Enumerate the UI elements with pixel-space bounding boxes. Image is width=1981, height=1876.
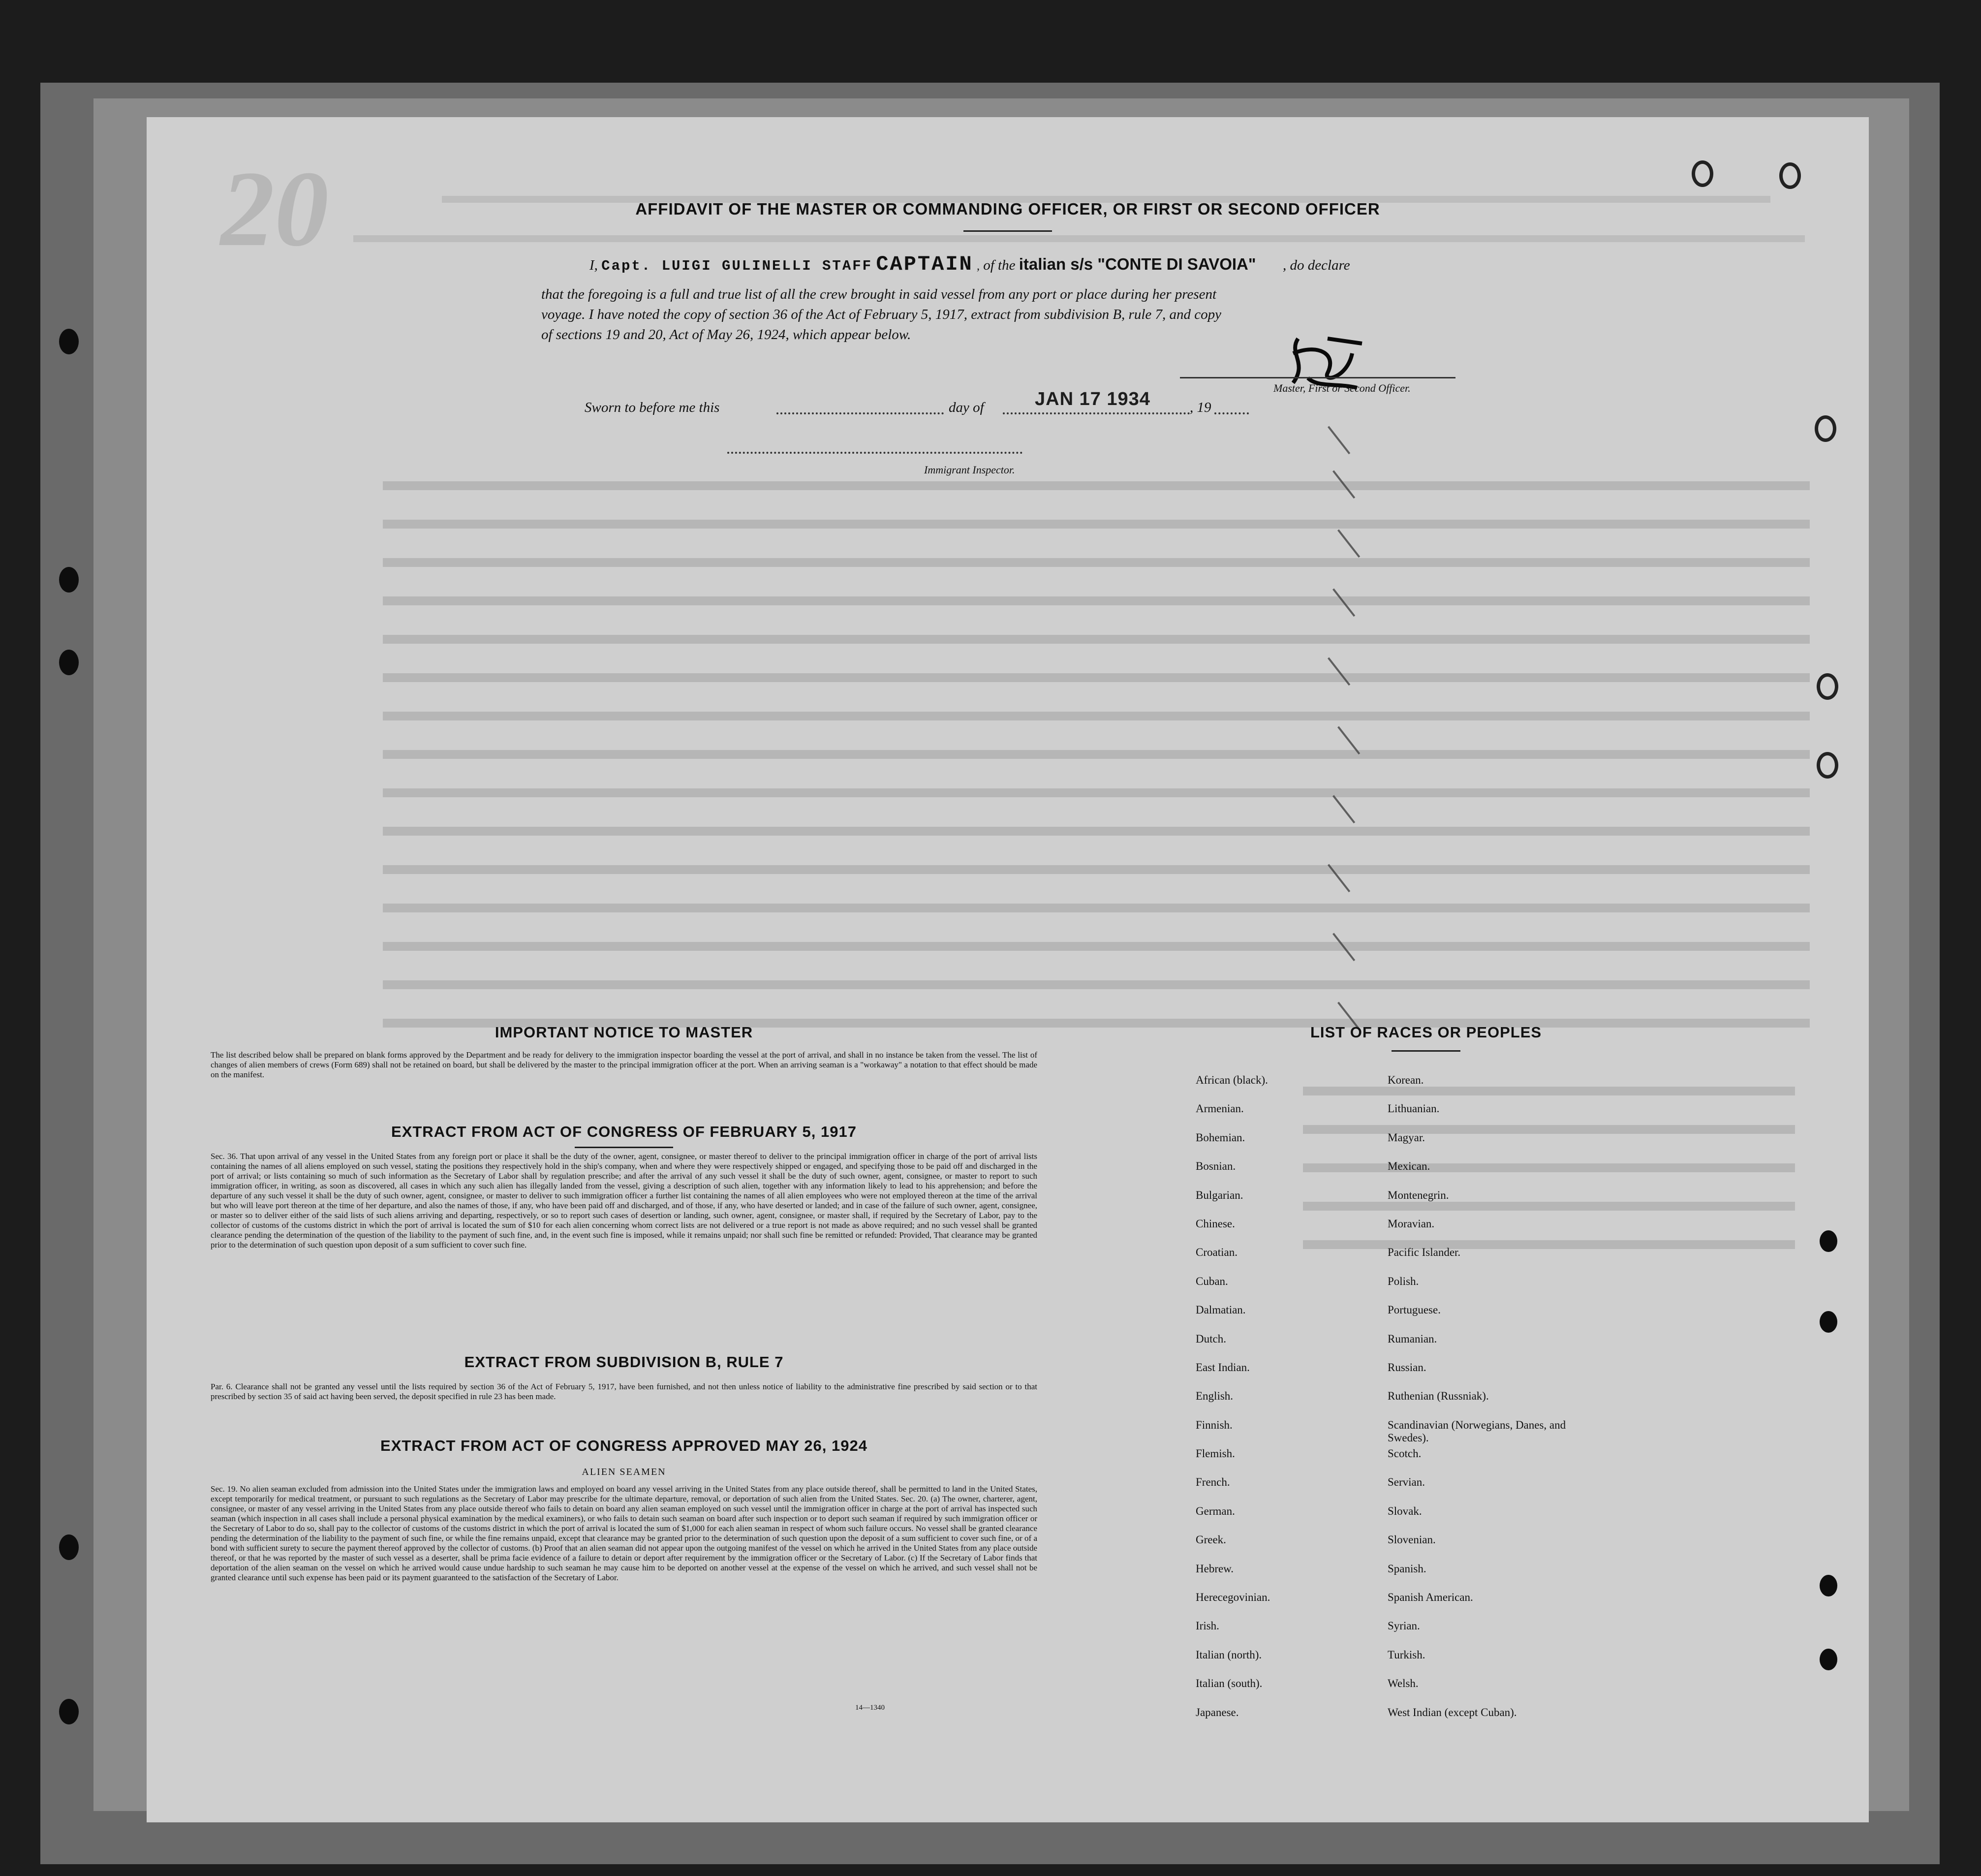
extract-1924-text: Sec. 19. No alien seaman excluded from admission into the United States under the immigration laws and employed on board any vessel arriving in the United States from any place outside thereof, shall be permitted to land in the United States, except temporarily for medical treatment, or pursuant to such regulations as the Secretary of Labor may prescribe for the ultimate departure, removal, or deportation of such alien from the United States. Sec. 20. (a) The owner, charterer, agent, consignee, or master of any vessel arriving in the United States from any place outside thereof who fails to detain on board any alien seaman employed on such vessel until the immigration officer in charge at the port of arrival has inspected such seaman (which inspection in all cases shall include a personal physical examination by the medical examiners), or who fails to detain such seaman on board after such inspection or to deport such seaman if required by such immigration officer or the Secretary of Labor to do so, shall pay to the collector of customs of the customs district in which the port of arrival is located the sum of $1,000 for each alien seaman in respect of whom such failure occurs. No vessel shall be granted clearance pending the determination of the liability to the payment of such fine, or while the fine remains unpaid, except that clearance may be granted prior to the determination of such question upon the deposit of a sum sufficient to cover such fine, or of a bond with sufficient surety to secure the payment thereof approved by the collector of customs. (b) Proof that an alien seaman did not appear upon the outgoing manifest of the vessel on which he arrived in the United States from any place outside thereof, or that he was reported by the master of such vessel as a deserter, shall be prima facie evidence of a failure to detain or deport after requirement by the immigration officer or the Secretary of Labor. (c) If the Secretary of Labor finds that deportation of the alien seaman on the vessel on which he arrived would cause undue hardship to such seaman he may cause him to be deported on another vessel at the expense of the vessel on which he arrived, and such vessel shall not be granted clearance until such expense has been paid or its payment guaranteed to the satisfaction of the Secretary of Labor.	[211, 1484, 1037, 1582]
races-left-column	[1196, 1074, 1383, 1735]
race-item: Russian.	[1388, 1361, 1426, 1374]
inspector-line	[727, 452, 1022, 454]
race-item: Magyar.	[1388, 1131, 1425, 1144]
sworn-label: Sworn to before me this	[585, 400, 720, 415]
race-item: French.	[1196, 1476, 1230, 1489]
day-of-label: day of	[949, 400, 984, 415]
declaration-line-2: that the foregoing is a full and true list of all the crew brought in said vessel from any port or place during her present	[541, 286, 1217, 302]
race-item: East Indian.	[1196, 1361, 1250, 1374]
race-item: Bohemian.	[1196, 1131, 1245, 1144]
race-item: Pacific Islander.	[1388, 1246, 1461, 1259]
race-item: Irish.	[1196, 1620, 1219, 1632]
race-item: Greek.	[1196, 1533, 1226, 1546]
race-item: Scotch.	[1388, 1447, 1422, 1460]
extract-1917-title: EXTRACT FROM ACT OF CONGRESS OF FEBRUARY 5, 1917	[391, 1123, 857, 1140]
sworn-month-line	[1003, 412, 1190, 414]
races-rule	[1392, 1050, 1460, 1052]
race-item: Cuban.	[1196, 1275, 1228, 1287]
signature-line	[1180, 377, 1455, 378]
race-item: Syrian.	[1388, 1620, 1420, 1632]
year-line	[1214, 412, 1249, 414]
race-item: Hebrew.	[1196, 1562, 1234, 1575]
race-item: Chinese.	[1196, 1217, 1235, 1230]
extract-rule7-text: Par. 6. Clearance shall not be granted any vessel until the lists required by section 36 of the Act of February 5, 1917, have been furnished, and not then unless notice of liability to the administrative fine prescribed by said section or to that prescribed by section 35 of said act having been served, the deposit specified in rule 23 has been made.	[211, 1382, 1037, 1401]
race-item: West Indian (except Cuban).	[1388, 1706, 1517, 1719]
sworn-day-line	[776, 412, 944, 414]
punch-ring	[1815, 415, 1836, 442]
race-item: Dutch.	[1196, 1332, 1226, 1345]
binder-hole	[1820, 1649, 1837, 1670]
race-item: Slovenian.	[1388, 1533, 1436, 1546]
document-sheet	[147, 117, 1869, 1822]
vessel-stamp: italian s/s "CONTE DI SAVOIA"	[1019, 255, 1256, 273]
declaration-line-4: of sections 19 and 20, Act of May 26, 1924, which appear below.	[541, 327, 911, 343]
race-item: Rumanian.	[1388, 1332, 1437, 1345]
race-item: Dalmatian.	[1196, 1304, 1246, 1316]
ghost-page-number: 20	[220, 149, 329, 269]
officer-name: Capt. LUIGI GULINELLI STAFF	[601, 258, 873, 274]
race-item: Slovak.	[1388, 1504, 1422, 1517]
bleed-through-line	[353, 235, 1805, 242]
punch-ring	[1692, 160, 1713, 187]
race-item: Korean.	[1388, 1074, 1424, 1086]
notice-title: IMPORTANT NOTICE TO MASTER	[495, 1024, 753, 1041]
declaration-line-3: voyage. I have noted the copy of section 36 of the Act of February 5, 1917, extract from subdivision B, rule 7, and copy	[541, 307, 1222, 322]
extract-rule7-title: EXTRACT FROM SUBDIVISION B, RULE 7	[464, 1353, 784, 1371]
race-item: Italian (south).	[1196, 1677, 1263, 1690]
signature-caption: Master, First or Second Officer.	[1273, 382, 1411, 394]
declaration-line-1: I, Capt. LUIGI GULINELLI STAFF CAPTAIN , of the italian s/s "CONTE DI SAVOIA" , do declare	[589, 252, 1350, 276]
punch-ring	[1817, 673, 1838, 700]
race-item: Ruthenian (Russniak).	[1388, 1390, 1489, 1403]
races-right-column	[1388, 1074, 1594, 1735]
race-item: German.	[1196, 1504, 1235, 1517]
year-label: , 19	[1190, 400, 1211, 415]
punch-ring	[1779, 162, 1801, 189]
race-item: Flemish.	[1196, 1447, 1235, 1460]
race-item: Japanese.	[1196, 1706, 1239, 1719]
notice-text: The list described below shall be prepared on blank forms approved by the Department and be ready for delivery to the immigration inspector boarding the vessel at the port of arrival, and shall in no instance be taken from the vessel. The list of changes of alien members of crews (Form 689) shall not be retained on board, but shall be delivered by the master to the principal immigration officer at the port. When an arriving seaman is a "workaway" a notation to that effect should be made on the manifest.	[211, 1050, 1037, 1079]
pencil-check-mark	[1337, 530, 1360, 558]
race-item: Herecegovinian.	[1196, 1591, 1270, 1604]
binder-hole	[59, 567, 79, 593]
pencil-check-mark	[1332, 795, 1355, 824]
inspector-caption: Immigrant Inspector.	[924, 464, 1015, 476]
binder-hole	[59, 650, 79, 675]
binder-hole	[1820, 1230, 1837, 1252]
race-item: Croatian.	[1196, 1246, 1238, 1259]
race-item: African (black).	[1196, 1074, 1268, 1086]
race-item: Lithuanian.	[1388, 1102, 1440, 1115]
date-stamp: JAN 17 1934	[1035, 389, 1150, 409]
extract-1924-subtitle: ALIEN SEAMEN	[582, 1467, 666, 1477]
pencil-check-mark	[1328, 426, 1350, 455]
race-item: Portuguese.	[1388, 1304, 1441, 1316]
race-item: Welsh.	[1388, 1677, 1419, 1690]
race-item: Turkish.	[1388, 1648, 1425, 1661]
binder-hole	[59, 1534, 79, 1560]
extract-1917-text: Sec. 36. That upon arrival of any vessel in the United States from any foreign port or place it shall be the duty of the owner, agent, consignee, or master thereof to deliver to the principal immigration officer in charge of the port of arrival lists containing the names of all aliens employed on such vessel, stating the positions they respectively hold in the ship's company, when and where they were respectively shipped or engaged, and specifying those to be paid off and discharged in the port of arrival; or lists containing so much of such information as the Secretary of Labor shall by regulation prescribe; and after the arrival of any such vessel it shall be the duty of such owner, agent, consignee, or master to report to such immigration officer, in writing, as soon as discovered, all cases in which any such alien has illegally landed from the vessel, giving a description of such alien, together with any information likely to lead to his apprehension; and before the departure of any such vessel it shall be the duty of such owner, agent, consignee, or master to deliver to such immigration officer a further list containing the names of all alien employees who were not employed thereon at the time of the arrival but who will leave port thereon at the time of her departure, and also the names of those, if any, who have been paid off and discharged, and of those, if any, who have deserted or landed; and in case of the failure of such owner, agent, consignee, or master so to deliver either of the said lists of such aliens arriving and departing, respectively, or so to report such cases of desertion or landing, such owner, agent, consignee, or master shall, if required by the Secretary of Labor, pay to the collector of customs of the customs district in which the port of arrival is located the sum of $10 for each alien concerning whom correct lists are not delivered or a true report is not made as above required; and no such vessel shall be granted clearance pending the determination of the question of the liability to the payment of such fine, and, in the event such fine is imposed, while it remains unpaid; nor shall such fine be remitted or refunded: Provided, That clearance may be granted prior to the determination of such question upon deposit of a sum sufficient to cover such fine.	[211, 1152, 1037, 1250]
title-rule	[963, 230, 1052, 232]
race-item: Servian.	[1388, 1476, 1425, 1489]
race-item: English.	[1196, 1390, 1234, 1403]
race-item: Moravian.	[1388, 1217, 1435, 1230]
race-item: Spanish American.	[1388, 1591, 1473, 1604]
binder-hole	[59, 1699, 79, 1724]
race-item: Armenian.	[1196, 1102, 1244, 1115]
binder-hole	[59, 329, 79, 354]
punch-ring	[1817, 752, 1838, 779]
race-item: Bulgarian.	[1196, 1188, 1243, 1201]
extract-1924-title: EXTRACT FROM ACT OF CONGRESS APPROVED MAY 26, 1924	[380, 1437, 867, 1454]
race-item: Mexican.	[1388, 1160, 1430, 1173]
officer-rank: CAPTAIN	[876, 252, 973, 276]
affidavit-title: AFFIDAVIT OF THE MASTER OR COMMANDING OFFICER, OR FIRST OR SECOND OFFICER	[635, 200, 1380, 218]
race-item: Bosnian.	[1196, 1160, 1236, 1173]
race-item: Polish.	[1388, 1275, 1419, 1287]
binder-hole	[1820, 1311, 1837, 1333]
race-item: Spanish.	[1388, 1562, 1426, 1575]
races-title: LIST OF RACES OR PEOPLES	[1310, 1024, 1542, 1041]
section-rule	[575, 1147, 673, 1148]
race-item: Montenegrin.	[1388, 1188, 1449, 1201]
race-item: Finnish.	[1196, 1418, 1233, 1431]
race-item: Italian (north).	[1196, 1648, 1262, 1661]
race-item: Scandinavian (Norwegians, Danes, and Swedes).	[1388, 1418, 1566, 1444]
form-number: 14—1340	[855, 1704, 885, 1712]
binder-hole	[1820, 1575, 1837, 1596]
